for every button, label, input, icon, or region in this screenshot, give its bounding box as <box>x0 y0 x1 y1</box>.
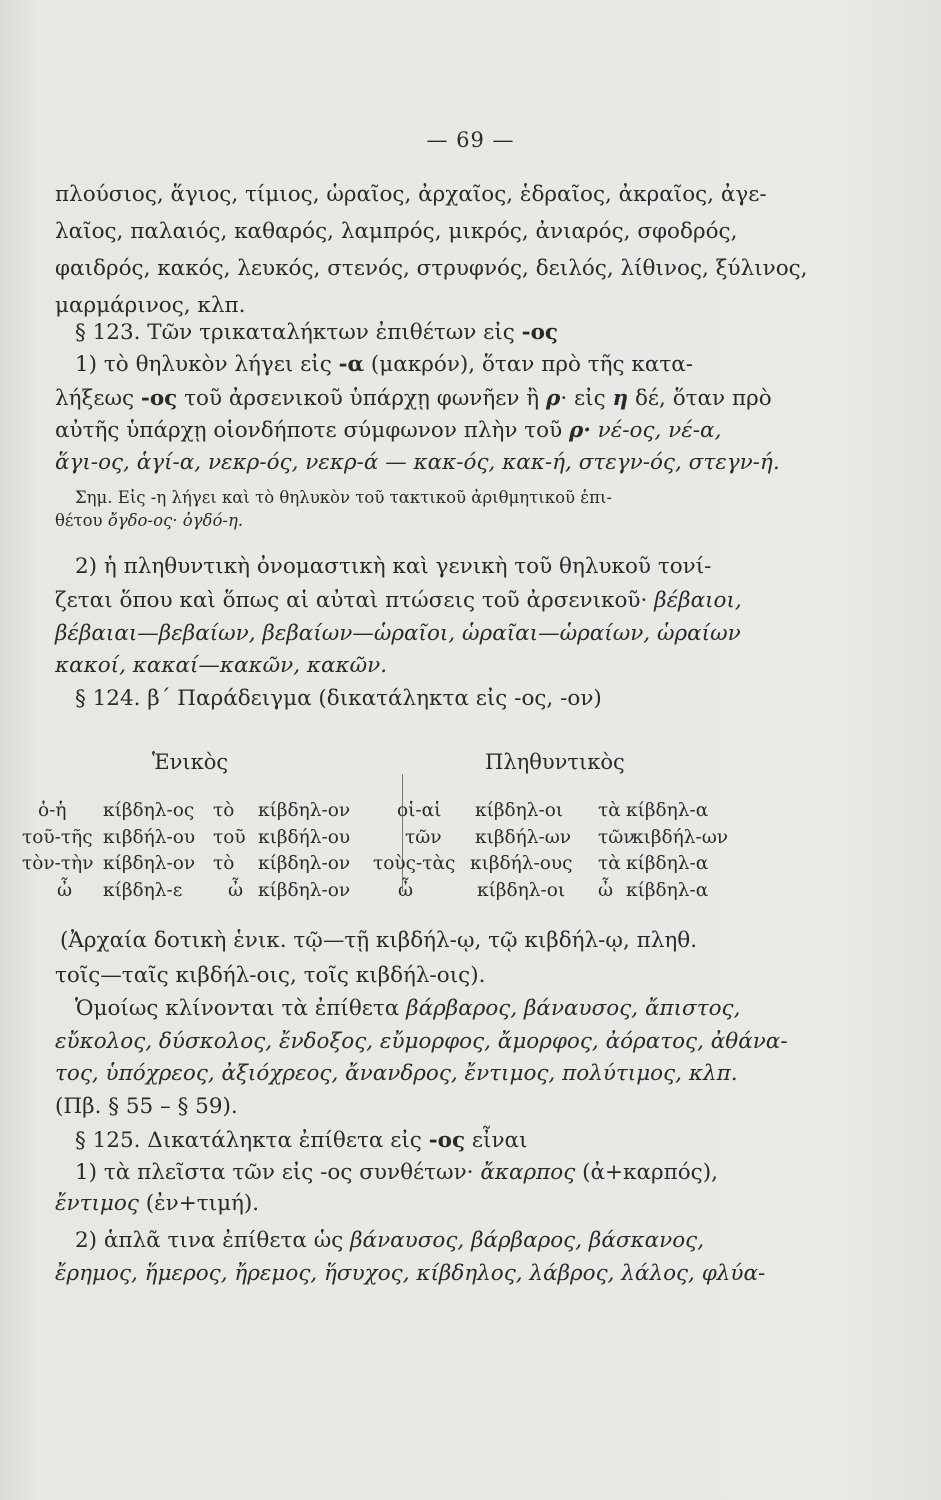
article-cell: ὦ <box>398 880 414 901</box>
text-span: · εἰς <box>560 386 606 411</box>
form-cell: κίβδηλ-α <box>626 800 709 821</box>
text-span: (ἀ+καρπός), <box>582 1160 718 1185</box>
text-line: (Ἀρχαία δοτικὴ ἑνικ. τῷ—τῇ κιβδήλ-ῳ, τῷ κιβδήλ-ῳ, πληθ. <box>60 928 698 953</box>
text-line <box>55 388 875 410</box>
text-span: Ὁμοίως κλίνονται τὰ ἐπίθετα <box>75 996 400 1021</box>
article-cell: ὦ <box>598 880 614 901</box>
example: ὄγδο-ος· ὀγδό-η. <box>107 511 244 530</box>
text-line <box>55 590 875 612</box>
form-cell: κίβδηλ-οι <box>477 880 566 901</box>
note-line <box>55 513 875 530</box>
example-line: τος, ὑπόχρεος, ἀξιόχρεος, ἄνανδρος, ἔντιμος, πολύτιμος, κλπ. <box>55 1061 738 1086</box>
text-line <box>75 354 895 376</box>
suffix: -ος <box>428 1128 466 1153</box>
note-line <box>75 490 895 507</box>
article-cell: ὦ <box>228 880 244 901</box>
form-cell: κίβδηλ-οι <box>475 800 564 821</box>
example: βάρβαρος, βάναυσος, ἄπιστος, <box>406 996 741 1021</box>
example-line: βέβαιαι—βεβαίων, βεβαίων—ὡραῖοι, ὡραῖαι—ὡραίων, ὡραίων <box>55 621 741 646</box>
section-123-heading <box>75 322 895 344</box>
article-cell: τὸν-τὴν <box>22 853 94 874</box>
form-cell: κιβδήλ-ους <box>470 853 573 874</box>
article-cell: τὰ <box>598 800 621 821</box>
letter: η <box>612 386 629 411</box>
example: βάναυσος, βάρβαρος, βάσκανος, <box>350 1228 705 1253</box>
page-number: — 69 — <box>426 128 515 152</box>
text-span: (μακρόν), ὅταν πρὸ τῆς κατα- <box>370 352 694 377</box>
form-cell: κίβδηλ-ον <box>258 880 351 901</box>
example: νέ-ος, νέ-α, <box>597 418 722 443</box>
plural-label: Πληθυντικὸς <box>485 750 625 774</box>
form-cell: κιβδήλ-ων <box>632 827 729 848</box>
text-span: 2) ἁπλᾶ τινα ἐπίθετα ὡς <box>75 1228 344 1253</box>
text-line: λαῖος, παλαιός, καθαρός, λαμπρός, μικρός, ἀνιαρός, σφοδρός, <box>55 219 738 244</box>
heading-text: εἶναι <box>471 1128 528 1153</box>
article-cell: τοῦ <box>213 827 246 848</box>
note-label: Σημ. <box>75 488 113 507</box>
text-line <box>55 1193 875 1215</box>
article-cell: τοὺς-τὰς <box>373 853 456 874</box>
text-line: 2) ἡ πληθυντικὴ ὀνομαστικὴ καὶ γενικὴ τοῦ θηλυκοῦ τονί- <box>75 554 712 579</box>
article-cell: τὸ <box>213 800 235 821</box>
example-line: κακοί, κακαί—κακῶν, κακῶν. <box>55 653 388 678</box>
text-span: ζεται ὅπου καὶ ὅπως αἱ αὐταὶ πτώσεις τοῦ ἀρσενικοῦ· <box>55 588 648 613</box>
form-cell: κίβδηλ-α <box>626 880 709 901</box>
suffix: -ος <box>521 320 558 345</box>
suffix: -ος <box>140 386 178 411</box>
form-cell: κίβδηλ-ε <box>103 880 183 901</box>
example: ἄκαρπος <box>480 1160 576 1185</box>
text-line: φαιδρός, κακός, λευκός, στενός, στρυφνός, δειλός, λίθινος, ξύλινος, <box>55 256 808 281</box>
article-cell: τοῦ-τῆς <box>22 827 93 848</box>
text-line: μαρμάρινος, κλπ. <box>55 293 246 318</box>
section-125-heading <box>75 1130 895 1152</box>
singular-label: Ἑνικὸς <box>152 750 229 774</box>
text-span: (ἐν+τιμή). <box>145 1191 260 1216</box>
text-span: αὐτῆς ὑπάρχῃ οἱονδήποτε σύμφωνον πλὴν τοῦ <box>55 418 563 443</box>
text-line <box>75 998 895 1020</box>
article-cell: τὸ <box>213 853 235 874</box>
text-line: τοῖς—ταῖς κιβδήλ-οις, τοῖς κιβδήλ-οις). <box>55 963 486 988</box>
form-cell: κίβδηλ-ον <box>258 800 351 821</box>
text-line <box>55 420 875 442</box>
article-cell: τῶν <box>405 827 442 848</box>
text-line: (Πβ. § 55 – § 59). <box>55 1094 238 1119</box>
article-cell: ὦ <box>57 880 73 901</box>
example: βέβαιοι, <box>654 588 742 613</box>
form-cell: κιβδήλ-ου <box>258 827 351 848</box>
example-line: ἅγι-ος, ἁγί-α, νεκρ-ός, νεκρ-ά — κακ-ός, κακ-ή, στεγν-ός, στεγν-ή. <box>55 450 780 475</box>
table-divider <box>402 774 403 892</box>
example-line: ἔρημος, ἥμερος, ἤρεμος, ἥσυχος, κίβδηλος, λάβρος, λάλος, φλύα- <box>55 1261 766 1286</box>
example-line: εὔκολος, δύσκολος, ἔνδοξος, εὔμορφος, ἄμορφος, ἀόρατος, ἀθάνα- <box>55 1029 788 1054</box>
form-cell: κίβδηλ-ον <box>103 853 196 874</box>
suffix: -α <box>338 352 365 377</box>
letter: ρ <box>546 386 561 411</box>
text-span: τοῦ ἀρσενικοῦ ὑπάρχῃ φωνῆεν ἢ <box>184 386 540 411</box>
text-span: δέ, ὅταν πρὸ <box>634 386 772 411</box>
text-span: Εἰς -η λήγει καὶ τὸ θηλυκὸν τοῦ τακτικοῦ ἀριθμητικοῦ ἐπι- <box>117 488 613 507</box>
article-cell: οἱ-αἱ <box>397 800 442 821</box>
form-cell: κιβδήλ-ων <box>475 827 572 848</box>
form-cell: κίβδηλ-α <box>626 853 709 874</box>
form-cell: κιβδήλ-ου <box>103 827 196 848</box>
text-span: 1) τὸ θηλυκὸν λήγει εἰς <box>75 352 332 377</box>
article-cell: ὁ-ἡ <box>38 800 67 821</box>
text-span: 1) τὰ πλεῖστα τῶν εἰς -ος συνθέτων· <box>75 1160 474 1185</box>
text-line <box>75 1230 895 1252</box>
heading-text: § 123. Τῶν τρικαταλήκτων ἐπιθέτων εἰς <box>75 320 515 345</box>
text-span: θέτου <box>55 511 103 530</box>
text-line <box>55 184 875 206</box>
heading-text: § 125. Δικατάληκτα ἐπίθετα εἰς <box>75 1128 422 1153</box>
text-line <box>75 1162 895 1184</box>
form-cell: κίβδηλ-ος <box>103 800 195 821</box>
text-span: λήξεως <box>55 386 135 411</box>
section-124-heading: § 124. β΄ Παράδειγμα (δικατάληκτα εἰς -ος, -ον) <box>75 686 602 711</box>
text-span: πλούσιος, ἅγιος, τίμιος, ὡραῖος, ἀρχαῖος, ἑδραῖος, ἀκραῖος, ἀγε- <box>55 182 767 207</box>
form-cell: κίβδηλ-ον <box>258 853 351 874</box>
letter: ρ· <box>569 418 591 443</box>
example: ἔντιμος <box>55 1191 139 1216</box>
article-cell: τὰ <box>598 853 621 874</box>
article-cell: τῶν <box>598 827 635 848</box>
